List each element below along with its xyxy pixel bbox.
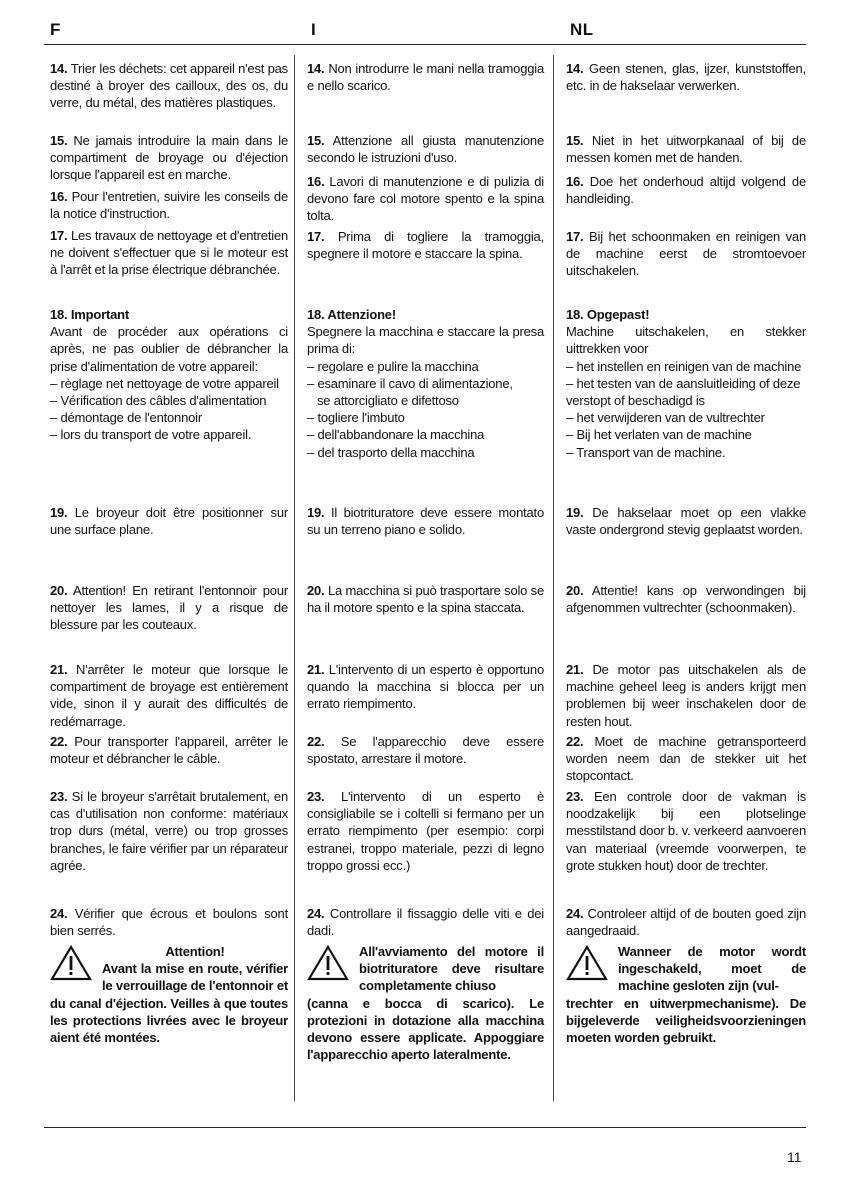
section-number: 17. [566, 229, 584, 244]
section-text: Prima di togliere la tramoggia, spegnere il motore e staccare la spina. [307, 229, 544, 262]
warning-text: (canna e bocca di scarico). Le protezioni in dotazione alla macchina devono essere applicate. Appoggiare l'apparecchio aperto lateralmente. [307, 995, 544, 1063]
section-number: 16. [566, 174, 584, 189]
section-number: 19. [50, 505, 68, 520]
section-heading: 18. Opgepast! [566, 307, 650, 322]
section-text: Les travaux de nettoyage et d'entretien ne doivent s'effectuer que si le moteur est à l'arrêt et la prise électrique débranchée. [50, 228, 289, 278]
section-14 [307, 60, 544, 94]
section-number: 22. [566, 734, 584, 749]
section-text: De hakselaar moet op een vlakke vaste ondergrond stevig geplaatst worden. [566, 505, 806, 538]
section-24 [50, 905, 288, 939]
list-item: – Transport van de machine. [566, 444, 726, 460]
section-intro: Spegnere la macchina e staccare la presa prima di: [307, 324, 544, 357]
section-16 [307, 173, 544, 225]
section-text: Non introdurre le mani nella tramoggia e nello scarico. [307, 61, 544, 94]
section-number: 17. [50, 228, 68, 243]
section-16 [566, 173, 806, 207]
section-text: Niet in het uitworpkanaal of bij de messen komen met de handen. [566, 133, 806, 166]
section-19 [307, 504, 544, 538]
section-text: Moet de machine getransporteerd worden neem dan de stekker uit het stopcontact. [566, 734, 806, 784]
section-number: 19. [566, 505, 584, 520]
column-divider-1 [294, 55, 295, 1101]
section-number: 20. [566, 583, 584, 598]
section-text: Trier les déchets: cet appareil n'est pas destiné à broyer des cailloux, des os, du verre, du métal, des matières plastiques. [50, 61, 288, 111]
section-text: Doe het onderhoud altijd volgend de handleiding. [566, 174, 806, 207]
section-text: Ne jamais introduire la main dans le compartiment de broyage ou d'éjection lorsque l'appareil est en marche. [50, 133, 288, 183]
section-23 [50, 788, 288, 874]
section-number: 15. [50, 133, 68, 148]
section-number: 20. [307, 583, 325, 598]
list-item: – Bij het verlaten van de machine [566, 427, 752, 443]
list-item: – Vérification des câbles d'alimentation [50, 393, 267, 409]
section-text: Attenzione all giusta manutenzione secondo le istruzioni d'uso. [307, 133, 544, 166]
list-item: – het testen van de aansluitleiding of deze verstopt of beschadigd is [566, 375, 801, 409]
section-24 [307, 905, 544, 939]
section-number: 21. [566, 662, 584, 677]
section-24 [566, 905, 806, 939]
list-item: – dell'abbandonare la macchina [307, 427, 485, 443]
section-heading: 18. Important [50, 307, 130, 322]
section-23 [566, 788, 806, 874]
section-21 [566, 661, 806, 730]
section-text: Il biotrituratore deve essere montato su un terreno piano e solido. [307, 505, 544, 538]
column-header-f: F [50, 20, 61, 39]
section-number: 16. [307, 174, 325, 189]
section-text: Attentie! kans op verwondingen bij afgenommen vultrechter (schoonmaken). [566, 583, 806, 616]
section-15 [50, 132, 288, 184]
section-heading: 18. Attenzione! [307, 307, 396, 322]
section-17 [50, 227, 288, 279]
section-text: La macchina si può trasportare solo se ha il motore spento e la spina staccata. [307, 583, 545, 616]
section-number: 19. [307, 505, 325, 520]
section-21 [307, 661, 544, 713]
section-text: Een controle door de vakman is noodzakelijk bij een plotselinge messtilstand door b. v. verkeerd aanvoeren van materiaal (vreemde voorwerpen, te grote stukken hout) door de trechter. [566, 789, 806, 873]
section-intro: Machine uitschakelen, en stekker uittrekken voor [566, 324, 806, 357]
column-french [50, 0, 288, 1197]
section-text: Controleer altijd of de bouten goed zijn aangedraaid. [566, 906, 806, 939]
section-number: 20. [50, 583, 68, 598]
section-19 [50, 504, 288, 538]
section-23 [307, 788, 544, 874]
column-dutch [566, 0, 806, 1197]
section-text: Pour l'entretien, suivire les conseils de la notice d'instruction. [50, 189, 288, 222]
warning-box [566, 943, 806, 1046]
section-number: 23. [307, 789, 325, 804]
section-number: 23. [566, 789, 584, 804]
section-text: Geen stenen, glas, ijzer, kunststoffen, etc. in de hakselaar verwerken. [566, 61, 806, 94]
section-22 [307, 733, 544, 767]
section-number: 15. [307, 133, 325, 148]
column-italian [307, 0, 544, 1197]
section-20 [50, 582, 288, 634]
warning-text: trechter en uitwerpmechanisme). De bijgeleverde veiligheidsvoorzieningen moeten worden gebruikt. [566, 995, 806, 1046]
section-20 [566, 582, 806, 616]
warning-triangle-icon [566, 945, 608, 981]
column-header-nl: NL [570, 20, 594, 39]
section-text: Se l'apparecchio deve essere spostato, arrestare il motore. [307, 734, 544, 767]
section-number: 14. [307, 61, 325, 76]
section-number: 22. [50, 734, 68, 749]
warning-title: All'avviamento del motore il biotrituratore deve risultare completamente chiuso [359, 944, 544, 994]
list-item: – regolare e pulire la macchina [307, 358, 479, 374]
section-19 [566, 504, 806, 538]
section-number: 16. [50, 189, 68, 204]
section-15 [566, 132, 806, 166]
section-text: L'intervento di un esperto è opportuno quando la macchina si blocca per un errato riempimento. [307, 662, 544, 712]
warning-box [307, 943, 544, 1063]
section-15 [307, 132, 544, 166]
warning-title: Wanneer de motor wordt ingeschakeld, moet de machine gesloten zijn (vul- [618, 944, 806, 994]
section-18 [307, 306, 544, 461]
section-text: Bij het schoonmaken en reinigen van de machine eerst de stromtoevoer uitschakelen. [566, 229, 806, 279]
section-number: 21. [307, 662, 325, 677]
page-number: 11 [787, 1149, 802, 1165]
section-14 [50, 60, 288, 112]
section-number: 23. [50, 789, 68, 804]
list-item: – démontage de l'entonnoir [50, 410, 202, 426]
section-number: 24. [307, 906, 325, 921]
list-item: – règlage net nettoyage de votre appareil [50, 375, 279, 391]
section-text: Pour transporter l'appareil, arrêter le moteur et débrancher le câble. [50, 734, 288, 767]
column-divider-2 [553, 55, 554, 1101]
section-21 [50, 661, 288, 730]
list-item: se attorcigliato e difettoso [317, 393, 459, 409]
section-17 [307, 228, 544, 262]
warning-triangle-icon [50, 945, 92, 981]
warning-box [50, 943, 288, 1046]
section-22 [566, 733, 806, 785]
list-item: – togliere l'imbuto [307, 410, 405, 426]
section-text: L'intervento di un esperto è consigliabile se i coltelli si fermano per un errato riempimento (per esempio: corpi estranei, troppo materiale, pezzi di legno troppo grossi ecc.) [307, 789, 544, 873]
section-text: N'arrêter le moteur que lorsque le compartiment de broyage est entièrement vide, sinon il y aurait des difficultés de redémarrage. [50, 662, 288, 729]
section-20 [307, 582, 544, 616]
section-number: 15. [566, 133, 584, 148]
bottom-rule [44, 1127, 806, 1128]
section-number: 21. [50, 662, 68, 677]
section-text: Si le broyeur s'arrêtait brutalement, en cas d'utilisation non conforme: matériaux trop durs (métal, verre) ou trop grosses branches, le faire vérifier par un réparateur agrée. [50, 789, 288, 873]
section-intro: Avant de procéder aux opérations ci après, ne pas oublier de débrancher la prise d'alimentation de votre appareil: [50, 324, 288, 374]
warning-triangle-icon [307, 945, 349, 981]
warning-title: Attention! [165, 944, 225, 959]
section-text: Lavori di manutenzione e di pulizia di devono fare col motore spento e la spina tolta. [307, 174, 544, 224]
section-16 [50, 188, 288, 222]
section-22 [50, 733, 288, 767]
section-number: 14. [50, 61, 68, 76]
list-item: – lors du transport de votre appareil. [50, 427, 252, 443]
section-17 [566, 228, 806, 280]
section-number: 22. [307, 734, 325, 749]
list-item: – het instellen en reinigen van de machine [566, 358, 802, 374]
section-number: 24. [50, 906, 68, 921]
section-14 [566, 60, 806, 94]
section-text: Controllare il fissaggio delle viti e dei dadi. [307, 906, 544, 939]
section-text: Vérifier que écrous et boulons sont bien serrés. [50, 906, 288, 939]
section-number: 17. [307, 229, 325, 244]
section-number: 24. [566, 906, 584, 921]
section-text: De motor pas uitschakelen als de machine geheel leeg is anders krijgt men problemen bij weer inschakelen door de resten hout. [566, 662, 806, 729]
section-number: 14. [566, 61, 584, 76]
section-text: Le broyeur doit être positionner sur une surface plane. [50, 505, 288, 538]
list-item: – het verwijderen van de vultrechter [566, 410, 765, 426]
column-header-i: I [311, 20, 317, 39]
list-item: – esaminare il cavo di alimentazione, [307, 375, 513, 391]
warning-text: Avant la mise en route, vérifier le verrouillage de l'entonnoir et du canal d'éjection. Veilles à que toutes les protections livrées avec le broyeur aient été montées. [50, 961, 288, 1046]
list-item: – del trasporto della macchina [307, 444, 475, 460]
section-text: Attention! En retirant l'entonnoir pour nettoyer les lames, il y a risque de blessure par les couteaux. [50, 583, 288, 633]
section-18 [50, 306, 288, 444]
section-18 [566, 306, 806, 461]
